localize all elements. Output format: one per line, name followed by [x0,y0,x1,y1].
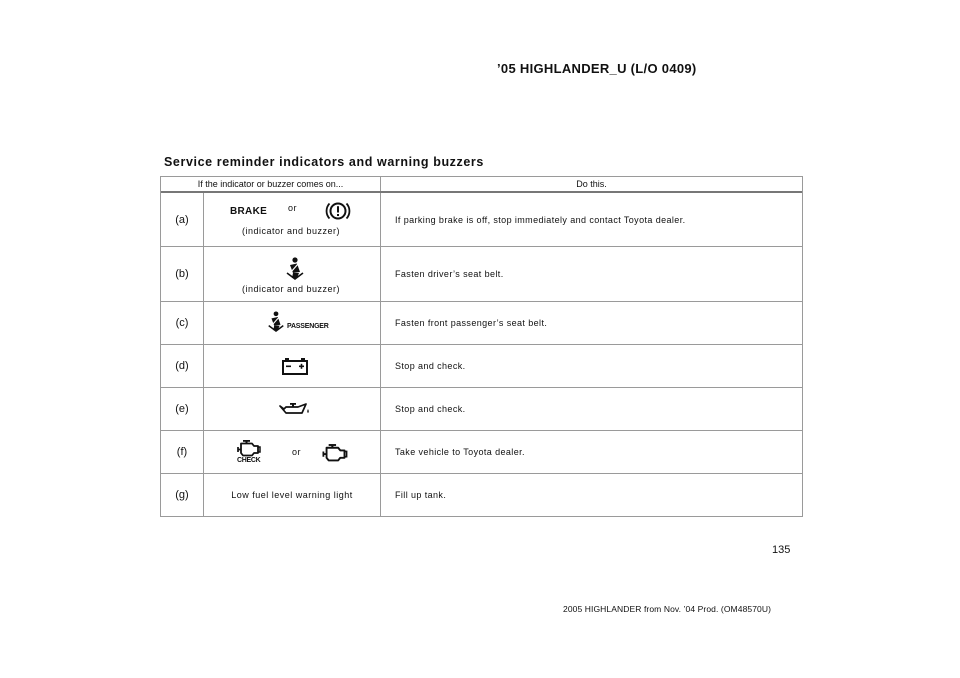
column-header-do: Do this. [576,179,607,189]
table-row [161,345,802,388]
check-engine-icon [321,443,349,462]
row-letter: (d) [161,345,204,387]
battery-icon [282,358,308,375]
table-row [161,193,802,247]
check-label: CHECK [237,457,261,464]
table-row [161,388,802,431]
table-row [161,431,802,474]
action-cell: Stop and check. [395,404,466,414]
indicator-cell [204,388,381,430]
table-header [161,177,802,193]
row-letter: (b) [161,247,204,301]
brake-warning-icon [325,200,351,222]
passenger-label: PASSENGER [287,323,329,330]
indicator-note: (indicator and buzzer) [242,226,341,236]
action-cell: Stop and check. [395,361,466,371]
section-title: Service reminder indicators and warning buzzers [164,155,484,169]
indicator-cell [204,193,381,246]
indicator-text: Low fuel level warning light [231,490,353,500]
or-label: or [288,203,298,213]
indicator-cell [204,474,381,516]
column-header-if: If the indicator or buzzer comes on... [161,177,381,191]
seatbelt-icon [266,311,286,333]
indicator-table [160,176,803,517]
brake-label: BRAKE [230,206,268,217]
check-engine-icon [237,439,261,457]
oil-pressure-icon [279,402,311,417]
seatbelt-icon [284,257,306,281]
action-cell: Fasten front passenger’s seat belt. [395,318,548,328]
indicator-cell [204,302,381,344]
action-cell: Fill up tank. [395,490,447,500]
indicator-note: (indicator and buzzer) [242,284,341,294]
or-label: or [292,447,302,457]
action-cell: Fasten driver’s seat belt. [395,269,504,279]
row-letter: (f) [161,431,204,473]
indicator-cell [204,247,381,301]
table-row [161,302,802,345]
action-cell: Take vehicle to Toyota dealer. [395,447,525,457]
action-cell: If parking brake is off, stop immediately and contact Toyota dealer. [395,214,686,225]
row-letter: (g) [161,474,204,516]
page-number: 135 [772,544,791,556]
table-row [161,247,802,302]
indicator-cell [204,431,381,473]
row-letter: (e) [161,388,204,430]
row-letter: (a) [161,193,204,246]
document-footer: 2005 HIGHLANDER from Nov. ’04 Prod. (OM48570U) [563,604,772,614]
table-row [161,474,802,517]
row-letter: (c) [161,302,204,344]
document-header: ’05 HIGHLANDER_U (L/O 0409) [497,61,697,76]
indicator-cell [204,345,381,387]
